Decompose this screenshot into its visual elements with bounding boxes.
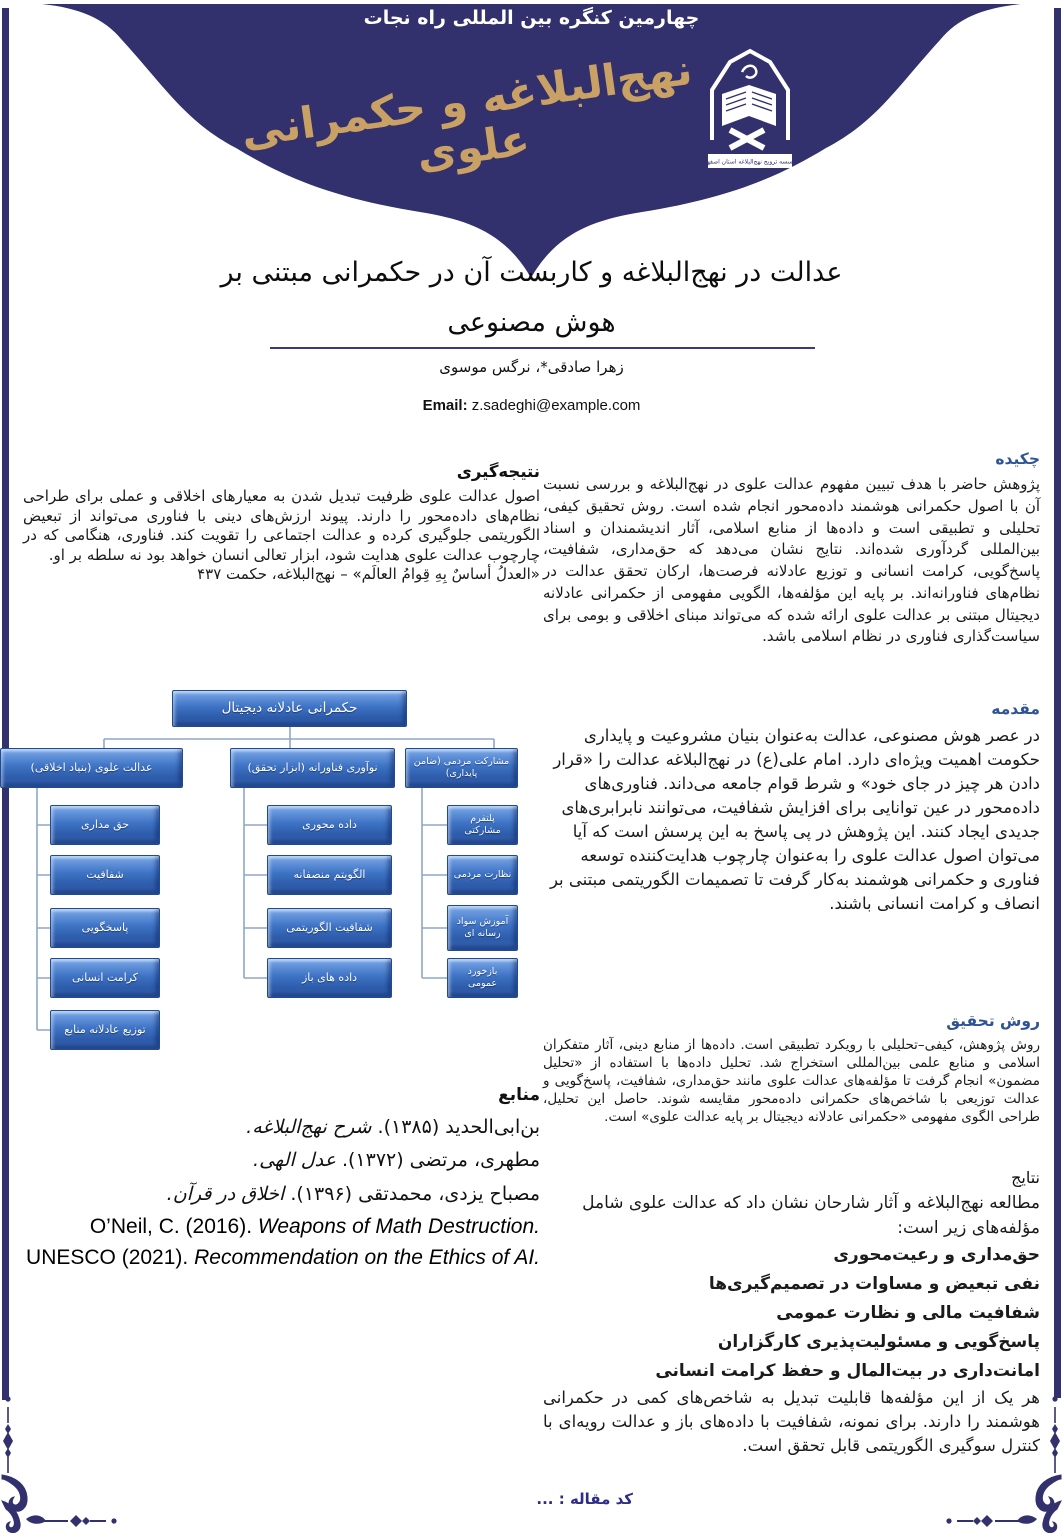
diagram-node: پاسخگویی [50,908,160,948]
reference-item [0,1242,540,1274]
paper-title-line1: عدالت در نهج‌البلاغه و کاربست آن در حکمرانی مبتنی بر [220,257,843,288]
diagram-branch-public-participation: مشارکت مردمی (ضامن پایداری) [405,748,518,788]
diagram-node: شفافیت الگوریتمی [267,908,392,948]
diagram-node: آموزش سواد رسانه ای [447,905,518,951]
reference-item [0,1144,540,1177]
reference-author: O’Neil, C. (2016). [89,1214,258,1238]
reference-author: مصباح یزدی، محمدتقی (۱۳۹۶). [284,1182,540,1205]
email-label: Email: [422,397,468,414]
reference-item [0,1178,540,1211]
results-item: حق‌مداری و رعیت‌محوری [833,1245,1040,1265]
reference-title: اخلاق در قرآن. [166,1182,285,1205]
diagram-node: حق مداری [50,805,160,845]
diagram-branch-tech-innovation: نوآوری فناورانه (ابزار تحقق) [230,748,395,788]
corner-ornament-right-icon [933,1391,1063,1536]
method-body: روش پژوهش، کیفی–تحلیلی با رویکرد تطبیقی است. داده‌ها از منابع دینی، آثار متفکران اسلامی و منابع علمی بین‌المللی استخراج شد. تحلیل داده‌ها با استفاده از «تحلیل مضمون» انجام گرفت تا مؤلفه‌های عدالت علوی مانند حق‌مداری، شفافیت، پاسخ‌گویی و عدالت توزیعی با شاخص‌های حکمرانی داده‌محور مقایسه شوند. حاصل این تحلیل، طراحی الگوی مفهومی «حکمرانی عادلانه دیجیتال بر پایه عدالت علوی» است. [543,1037,1040,1125]
quran-book-icon [722,66,776,148]
reference-author: مطهری، مرتضی (۱۳۷۲). [335,1149,540,1172]
reference-item [0,1211,540,1243]
diagram-root-node: حکمرانی عادلانه دیجیتال [172,690,407,727]
diagram-node: نظارت مردمی [447,855,518,895]
reference-title: Recommendation on the Ethics of AI. [194,1246,540,1270]
diagram-node: پلتفرم مشارکتی [447,805,518,845]
method-heading: روش تحقیق [946,1012,1040,1030]
results-item: شفافیت مالی و نظارت عمومی [776,1303,1040,1323]
intro-heading: مقدمه [991,700,1040,718]
diagram-node: داده های باز [267,958,392,998]
paper-title [90,248,973,348]
section-method [543,1012,1040,1126]
results-item: امانت‌داری در بیت‌المال و حفظ کرامت انسانی [655,1361,1040,1381]
results-intro: مطالعه نهج‌البلاغه و آثار شارحان نشان داد که عدالت علوی شامل مؤلفه‌های زیر است: [582,1193,1040,1238]
conclusion-heading: نتیجه‌گیری [456,462,540,481]
conclusion-body: اصول عدالت علوی ظرفیت تبدیل شدن به معیارهای اخلاقی و عملی برای طراحی نظام‌های داده‌محور را دارند. پیوند ارزش‌های دینی با فناوری می‌تواند از تبعیض الگوریتمی جلوگیری کرده و عدالت اجتماعی را تقویت کند. فناوری، هنگامی که در چارچوب عدالت علوی هدایت شود، ابزار تعالی انسان خواهد بود نه سلطه بر او. [23,487,540,564]
article-code-label: کد مقاله : ... [536,1490,633,1508]
diagram-node: شفافیت [50,855,160,895]
section-conclusion [23,462,540,585]
reference-title: عدل الهی. [253,1149,336,1172]
governance-diagram [0,683,517,1073]
section-abstract [543,450,1040,648]
references-heading: منابع [498,1085,540,1105]
reference-author: بن‌ابی‌الحدید (۱۳۸۵). [371,1116,540,1138]
results-heading: نتایج [1011,1168,1040,1187]
paper-title-line2: هوش مصنوعی [447,306,616,338]
abstract-heading: چکیده [995,450,1040,468]
results-outro: هر یک از این مؤلفه‌ها قابلیت تبدیل به شاخص‌های کمی در حکمرانی هوشمند را دارند. برای نمونه، شفافیت با داده‌های باز و عدالت رویه‌ای با کنترل سوگیری الگوریتمی قابل تحقق است. [543,1388,1040,1455]
title-divider [270,347,815,349]
email-value: z.sadeghi@example.com [471,397,641,414]
reference-author: UNESCO (2021). [26,1246,195,1270]
diagram-branch-alavi-justice: عدالت علوی (بنیاد اخلاقی) [0,748,183,788]
intro-body: در عصر هوش مصنوعی، عدالت به‌عنوان بنیان مشروعیت و پایداری حکومت اهمیت ویژه‌ای دارد. امام علی(ع) در نهج‌البلاغه عدالت را «قرار دادن هر چیز در جای خود» و شرط قوام جامعه می‌داند. فناوری‌های داده‌محور در عین توانایی برای افزایش شفافیت، می‌توانند نابرابری‌های جدیدی ایجاد کنند. این پژوهش در پی پاسخ به این پرسش است که آیا می‌توان اصول عدالت علوی را به‌عنوان چارچوب هدایت‌کننده توسعه فناوری و حکمرانی هوشمند به‌کار گرفت تا تصمیمات الگوریتمی مبتنی بر انصاف و کرامت انسانی باشند. [549,726,1040,913]
diagram-node: توزیع عادلانه منابع [50,1010,160,1050]
reference-title: شرح نهج‌البلاغه. [246,1116,372,1138]
reference-item [0,1111,540,1144]
reference-title: Weapons of Math Destruction. [257,1214,540,1238]
email-line [0,397,1063,414]
diagram-node: الگویتم منصفانه [267,855,392,895]
calligraphy-title: نهج‌البلاغه و حکمرانی علوی [237,44,696,181]
diagram-node: بازخورد عمومی [447,958,518,998]
results-item: پاسخ‌گویی و مسئولیت‌پذیری کارگزاران [717,1332,1040,1352]
institute-logo [700,42,800,177]
section-references [0,1085,540,1274]
diagram-node: داده محوری [267,805,392,845]
section-intro [543,700,1040,916]
diagram-node: کرامت انسانی [50,958,160,998]
authors-line: زهرا صادقی*، نرگس موسوی [439,358,624,376]
conclusion-quote: «العدلُ أساسٌ بِهِ قِوامُ العالَم» – نهج‌البلاغه، حکمت ۴۳۷ [197,565,540,583]
corner-ornament-left-icon [0,1391,130,1536]
logo-caption: موسسه ترویج نهج‌البلاغه استان اصفهان [700,158,800,166]
results-item: نفی تبعیض و مساوات در تصمیم‌گیری‌ها [708,1274,1040,1294]
right-border-bar [1054,8,1061,1398]
congress-title: چهارمین کنگره بین المللی راه نجات [363,7,700,29]
abstract-body: پژوهش حاضر با هدف تبیین مفهوم عدالت علوی در نهج‌البلاغه و بررسی نسبت آن با اصول حکمرانی هوشمند داده‌محور انجام شده است. روش تحقیق کیفی، تحلیلی و تطبیقی است و داده‌ها از منابع اسلامی، آثار اندیشمندان و اسناد بین‌المللی گردآوری شده‌اند. نتایج نشان می‌دهد که حق‌مداری، شفافیت، پاسخ‌گویی، کرامت انسانی و توزیع عادلانه فرصت‌ها، ارکان تحقق عدالت در نظام‌های فناورانه‌اند. بر پایه این مؤلفه‌ها، الگویی مفهومی از حکمرانی عادلانه دیجیتال مبتنی بر عدالت علوی ارائه شده که می‌تواند مبنای اخلاقی و بومی برای سیاست‌گذاری فناوری در نظام اسلامی باشد. [543,475,1040,646]
